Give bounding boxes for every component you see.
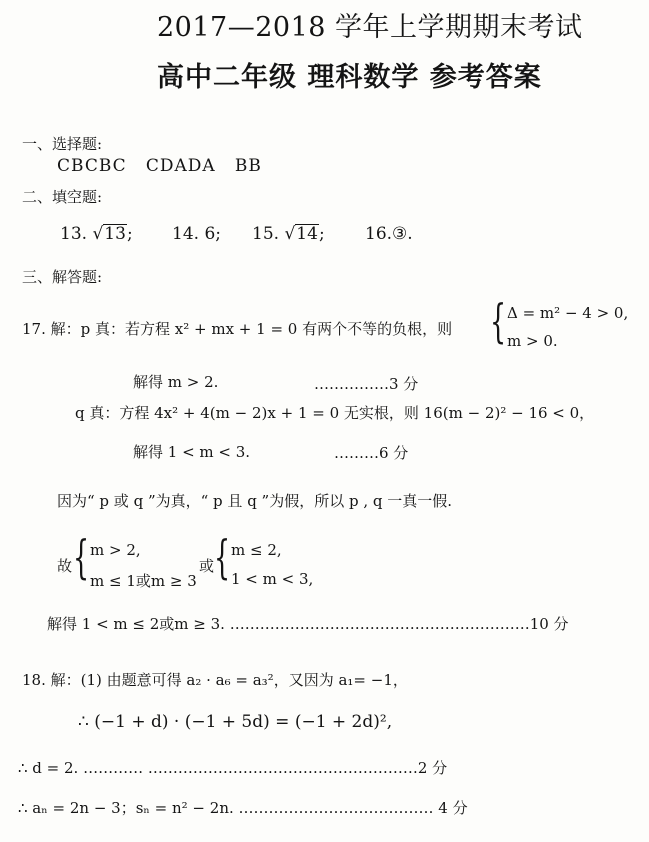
document-subtitle: 高中二年级 理科数学 参考答案: [157, 62, 542, 93]
q17-systemB-b: 1 < m < 3,: [231, 570, 314, 588]
q18-intro: 18. 解：(1) 由题意可得 a₂ · a₆ = a₃²，又因为 a₁= −1，: [22, 671, 408, 689]
section-solve-label: 三、解答题:: [22, 268, 103, 286]
q17-system1-a: Δ = m² − 4 > 0,: [507, 304, 629, 322]
q17-systemB-a: m ≤ 2,: [231, 541, 282, 559]
q17-system1-b: m > 0.: [507, 332, 558, 350]
sqrt-icon: √: [284, 224, 296, 244]
q17-systemA-a: m > 2,: [90, 541, 141, 559]
q17-because: 因为“ p 或 q ”为真，“ p 且 q ”为假，所以 p , q 一真一假.: [57, 492, 453, 510]
section-fill-label: 二、填空题:: [22, 188, 103, 206]
fill-answers: [60, 224, 413, 244]
section-choice-label: 一、选择题:: [22, 135, 103, 153]
choice-answers: CBCBC CDADA BB: [57, 156, 262, 176]
q17-q-true: q 真：方程 4x² + 4(m − 2)x + 1 = 0 无实根，则 16(m − 2)² − 16 < 0，: [75, 404, 595, 422]
q17-score1: ……………3 分: [314, 375, 419, 393]
q17-score2: ………6 分: [334, 444, 409, 462]
q18-equation: ∴ (−1 + d) · (−1 + 5d) = (−1 + 2d)²,: [78, 712, 393, 732]
q18-an-line: ∴ aₙ = 2n − 3；sₙ = n² − 2n. ………………………………… 4 分: [18, 799, 468, 817]
q18-d-line: ∴ d = 2. ………… ………………………………………………2 分: [18, 759, 448, 777]
q17-solve2: 解得 1 < m < 3.: [133, 443, 251, 461]
system-brace: {: [73, 530, 90, 584]
q17-intro: 17. 解：p 真：若方程 x² + mx + 1 = 0 有两个不等的负根，则: [22, 320, 453, 338]
document-title: 2017—2018 学年上学期期末考试: [157, 12, 583, 43]
q17-therefore: 故: [57, 557, 73, 575]
q17-final: 解得 1 < m ≤ 2或m ≥ 3. ……………………………………………………10 分: [47, 615, 569, 633]
answer-16: 16.③.: [365, 224, 413, 244]
q17-solve1: 解得 m > 2.: [133, 373, 219, 391]
answer-13: 13. √13;: [60, 224, 133, 244]
q17-systemA-b: m ≤ 1或m ≥ 3: [90, 572, 197, 590]
q17-or: 或: [199, 557, 215, 575]
system-brace: {: [490, 294, 507, 348]
system-brace: {: [214, 530, 231, 584]
sqrt-icon: √: [92, 224, 104, 244]
answer-14: 14. 6;: [172, 224, 221, 244]
answer-15: 15. √14;: [252, 224, 325, 244]
